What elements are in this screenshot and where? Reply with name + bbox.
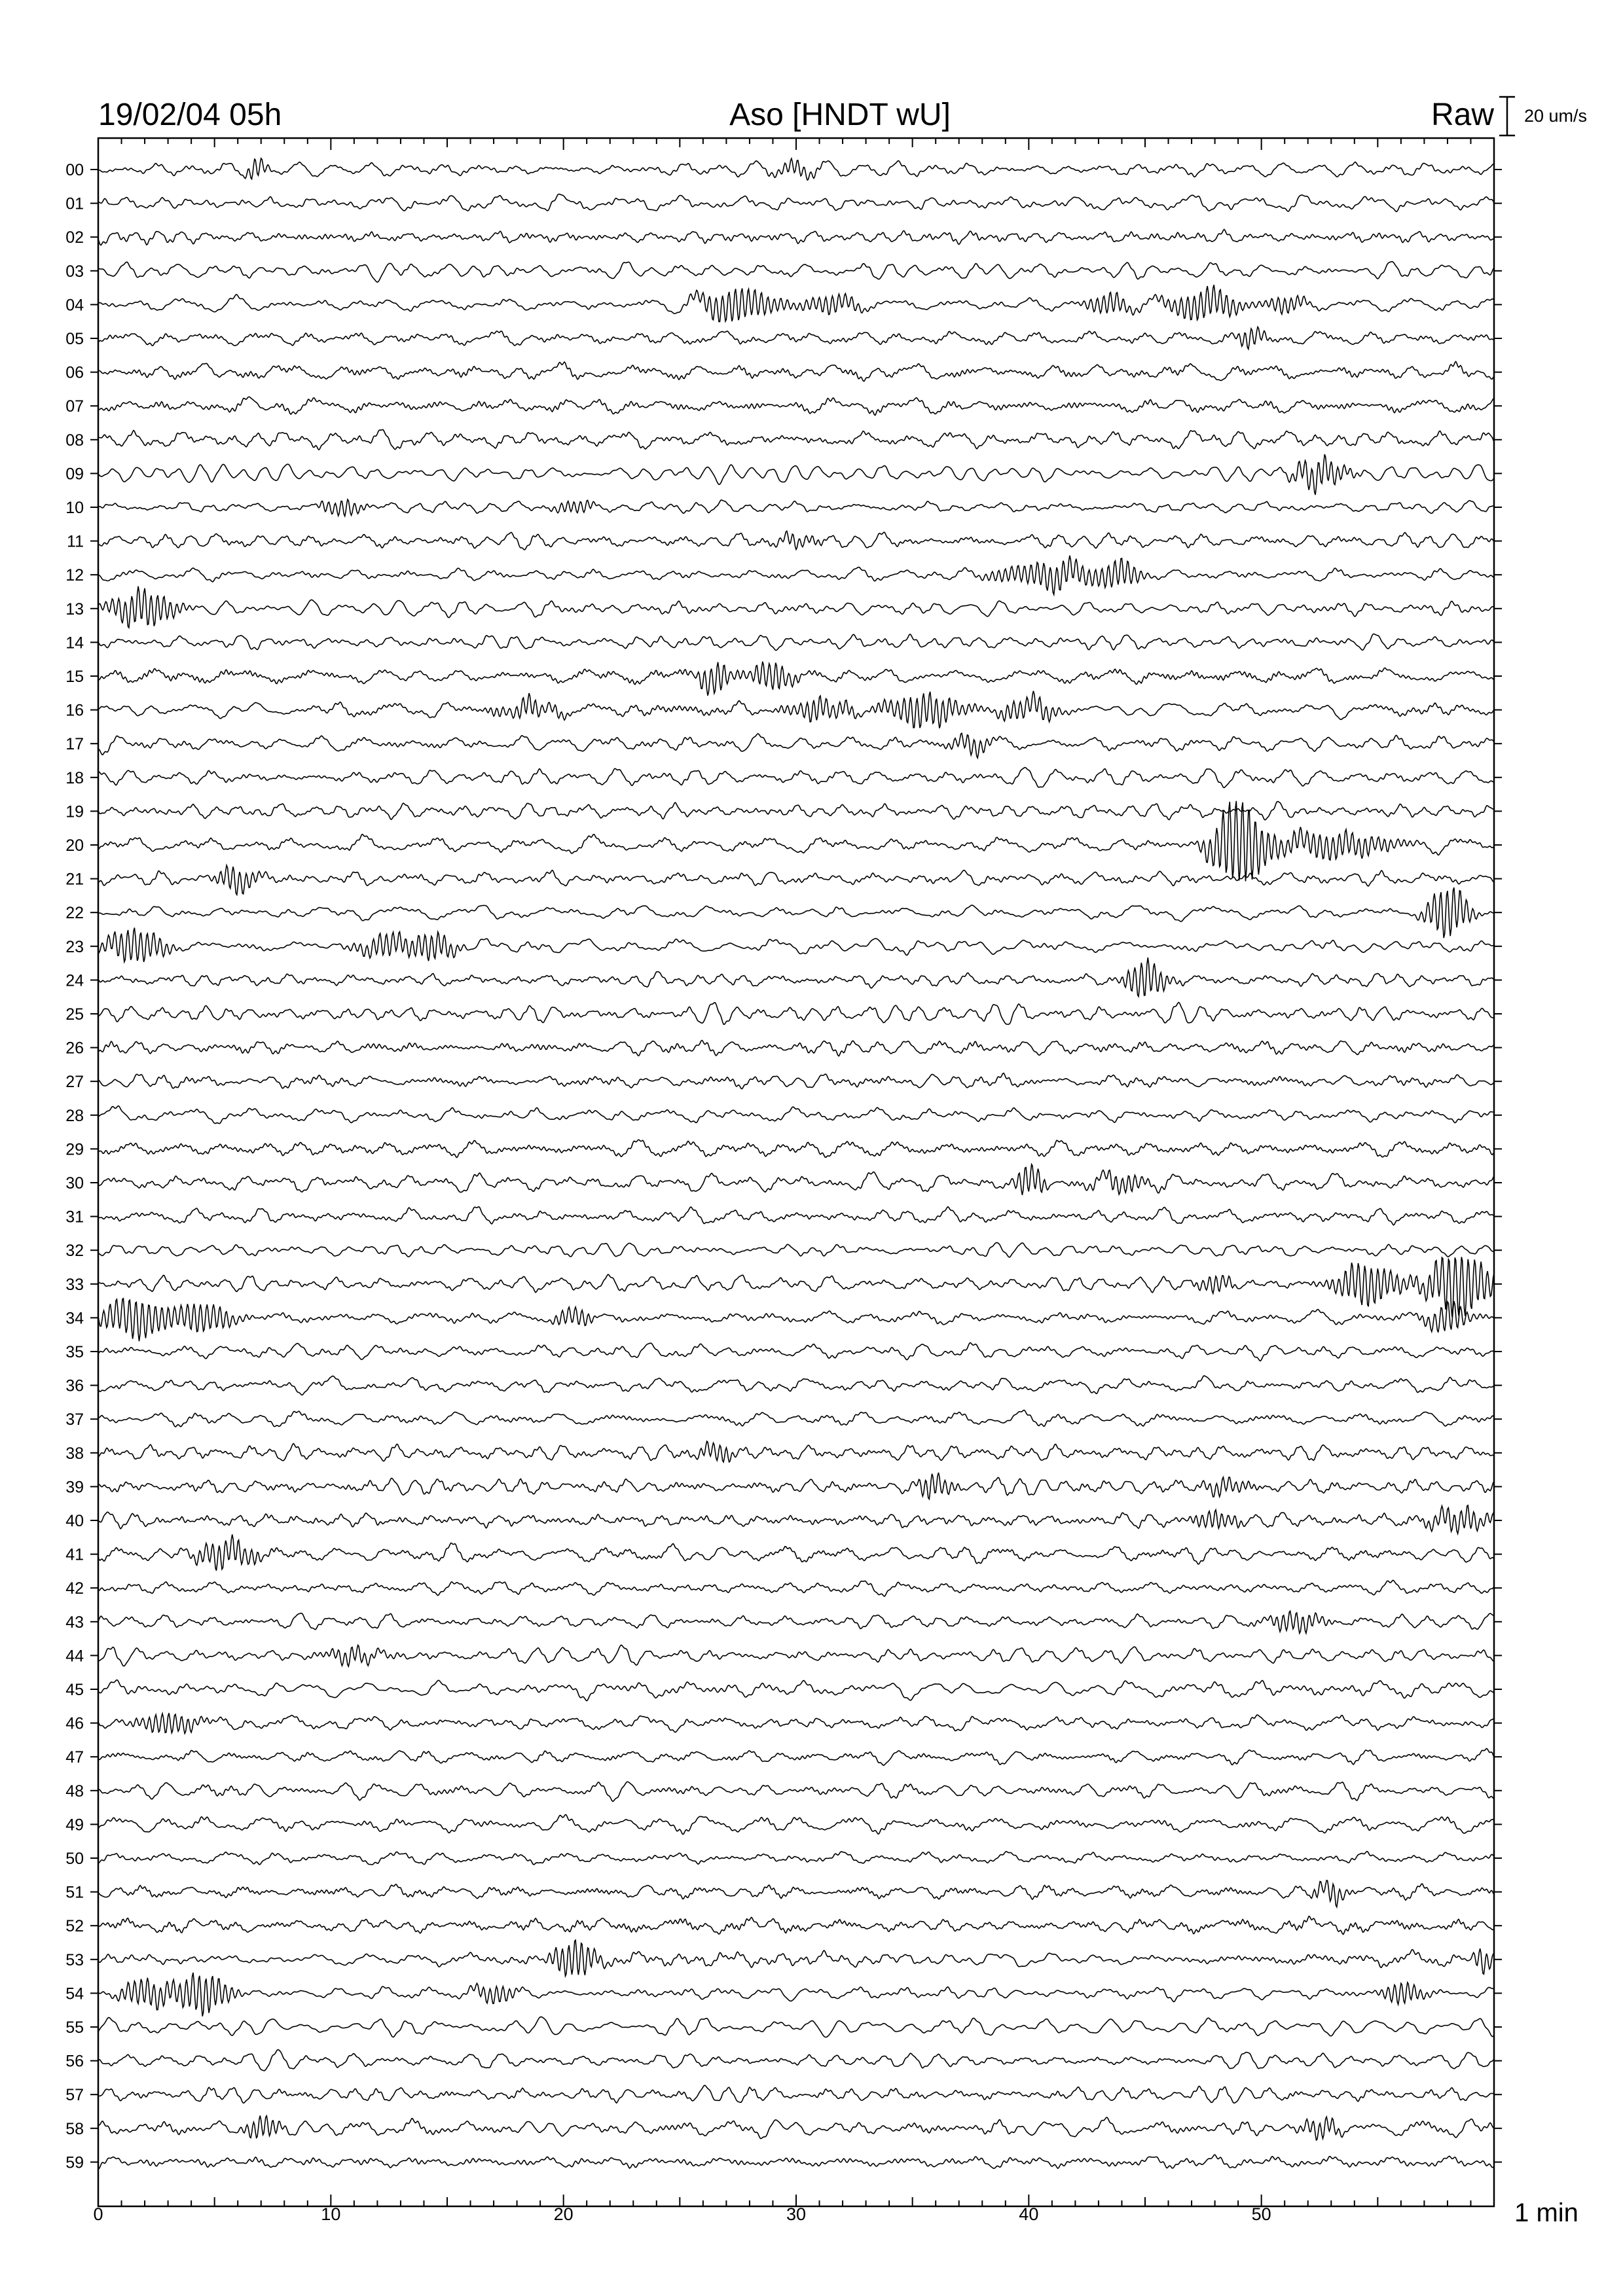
row-label: 19 — [65, 802, 84, 821]
row-label: 16 — [65, 701, 84, 720]
row-label: 45 — [65, 1681, 84, 1699]
row-label: 46 — [65, 1714, 84, 1733]
row-label: 51 — [65, 1883, 84, 1902]
row-label: 35 — [65, 1343, 84, 1361]
row-label: 23 — [65, 937, 84, 956]
row-label: 22 — [65, 904, 84, 923]
row-label: 24 — [65, 971, 84, 990]
chart-title: Aso [HNDT wU] — [729, 98, 951, 132]
row-label: 34 — [65, 1309, 84, 1328]
date-label: 19/02/04 05h — [98, 98, 282, 132]
row-label: 02 — [65, 228, 84, 247]
row-label: 52 — [65, 1917, 84, 1936]
row-label: 05 — [65, 330, 84, 348]
row-label: 10 — [65, 499, 84, 517]
x-tick-label: 50 — [1251, 2204, 1271, 2224]
row-label: 36 — [65, 1376, 84, 1395]
row-label: 17 — [65, 735, 84, 754]
mode-label: Raw — [1431, 98, 1494, 132]
row-label: 11 — [67, 532, 84, 551]
row-label: 32 — [65, 1242, 84, 1261]
row-label: 25 — [65, 1005, 84, 1024]
row-label: 18 — [65, 768, 84, 787]
row-label: 20 — [65, 836, 84, 855]
x-tick-label: 10 — [321, 2204, 341, 2224]
x-tick-label: 40 — [1019, 2204, 1039, 2224]
row-label: 06 — [65, 363, 84, 382]
row-label: 13 — [65, 600, 84, 619]
row-label: 15 — [65, 668, 84, 686]
row-label: 43 — [65, 1613, 84, 1632]
row-label: 42 — [65, 1579, 84, 1598]
row-label: 14 — [65, 634, 84, 653]
row-label: 55 — [65, 2018, 84, 2037]
row-label: 21 — [65, 870, 84, 889]
row-label: 28 — [65, 1106, 84, 1125]
row-label: 39 — [65, 1478, 84, 1497]
row-label: 41 — [65, 1545, 84, 1564]
row-label: 38 — [65, 1444, 84, 1463]
row-label: 09 — [65, 465, 84, 484]
x-tick-label: 0 — [93, 2204, 103, 2224]
scale-label: 20 um/s — [1524, 106, 1588, 126]
row-label: 37 — [65, 1410, 84, 1429]
row-label: 07 — [65, 397, 84, 416]
x-axis-label: 1 min — [1514, 2198, 1578, 2227]
row-label: 58 — [65, 2119, 84, 2138]
row-label: 12 — [65, 566, 84, 585]
row-label: 00 — [65, 161, 84, 179]
row-label: 57 — [65, 2086, 84, 2105]
x-tick-label: 20 — [553, 2204, 574, 2224]
row-label: 48 — [65, 1782, 84, 1801]
row-label: 31 — [65, 1208, 84, 1227]
row-label: 04 — [65, 296, 84, 315]
row-label: 44 — [65, 1647, 84, 1666]
row-label: 40 — [65, 1512, 84, 1530]
row-label: 30 — [65, 1174, 84, 1193]
row-label: 08 — [65, 431, 84, 450]
row-label: 50 — [65, 1850, 84, 1868]
x-tick-label: 30 — [786, 2204, 807, 2224]
row-label: 26 — [65, 1039, 84, 1058]
row-label: 33 — [65, 1275, 84, 1294]
row-label: 56 — [65, 2052, 84, 2071]
row-label: 59 — [65, 2153, 84, 2172]
row-label: 29 — [65, 1140, 84, 1159]
row-label: 53 — [65, 1950, 84, 1969]
row-label: 03 — [65, 262, 84, 281]
row-label: 49 — [65, 1816, 84, 1835]
row-label: 47 — [65, 1748, 84, 1767]
row-label: 27 — [65, 1073, 84, 1092]
row-label: 01 — [65, 194, 84, 213]
row-label: 54 — [65, 1984, 84, 2003]
